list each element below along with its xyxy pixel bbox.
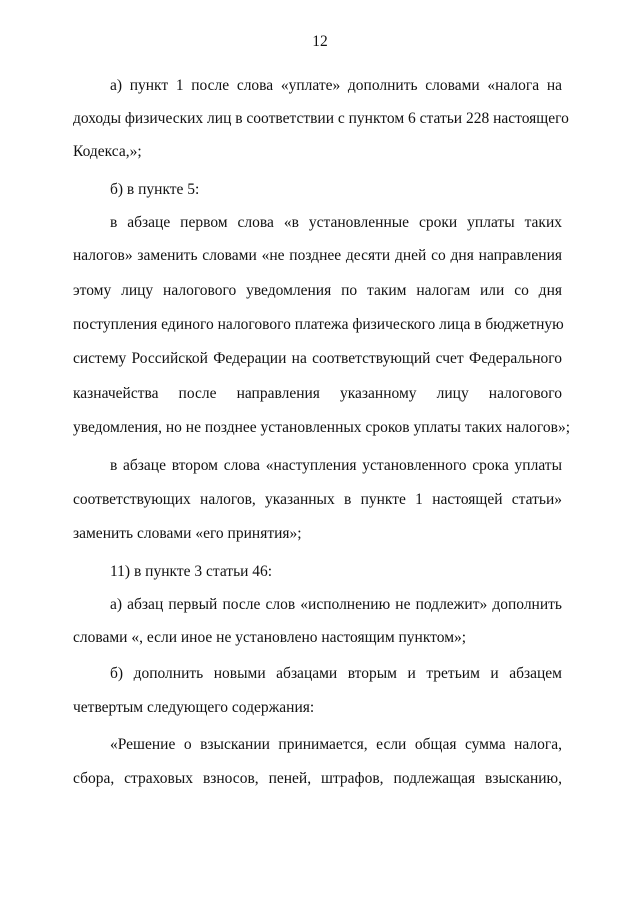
text-line: уведомления, но не позднее установленных сроков уплаты таких налогов»; bbox=[73, 419, 571, 436]
text-line: а) пункт 1 после слова «уплате» дополнить словами «налога на bbox=[110, 77, 562, 94]
text-line: этому лицу налогового уведомления по таким налогам или со дня bbox=[73, 282, 562, 299]
text-line: казначейства после направления указанному лицу налогового bbox=[73, 385, 562, 402]
text-line: систему Российской Федерации на соответствующий счет Федерального bbox=[73, 350, 562, 367]
text-line: сбора, страховых взносов, пеней, штрафов, подлежащая взысканию, bbox=[73, 770, 562, 787]
text-line: налогов» заменить словами «не позднее десяти дней со дня направления bbox=[73, 247, 562, 264]
text-line: а) абзац первый после слов «исполнению не подлежит» дополнить bbox=[110, 596, 562, 613]
text-line: б) в пункте 5: bbox=[110, 181, 200, 198]
text-line: словами «, если иное не установлено настоящим пунктом»; bbox=[73, 629, 467, 646]
text-line: четвертым следующего содержания: bbox=[73, 699, 315, 716]
text-line: доходы физических лиц в соответствии с пунктом 6 статьи 228 настоящего bbox=[73, 110, 569, 127]
text-line: Кодекса,»; bbox=[73, 143, 142, 160]
text-line: заменить словами «его принятия»; bbox=[73, 525, 302, 542]
text-line: «Решение о взыскании принимается, если общая сумма налога, bbox=[110, 736, 562, 753]
text-line: в абзаце втором слова «наступления установленного срока уплаты bbox=[110, 457, 562, 474]
text-line: б) дополнить новыми абзацами вторым и третьим и абзацем bbox=[110, 665, 562, 682]
text-line: поступления единого налогового платежа физического лица в бюджетную bbox=[73, 316, 564, 333]
text-line: соответствующих налогов, указанных в пункте 1 настоящей статьи» bbox=[73, 491, 562, 508]
text-line: 11) в пункте 3 статьи 46: bbox=[110, 563, 273, 580]
page-number: 12 bbox=[312, 33, 328, 50]
text-line: в абзаце первом слова «в установленные сроки уплаты таких bbox=[110, 214, 562, 231]
